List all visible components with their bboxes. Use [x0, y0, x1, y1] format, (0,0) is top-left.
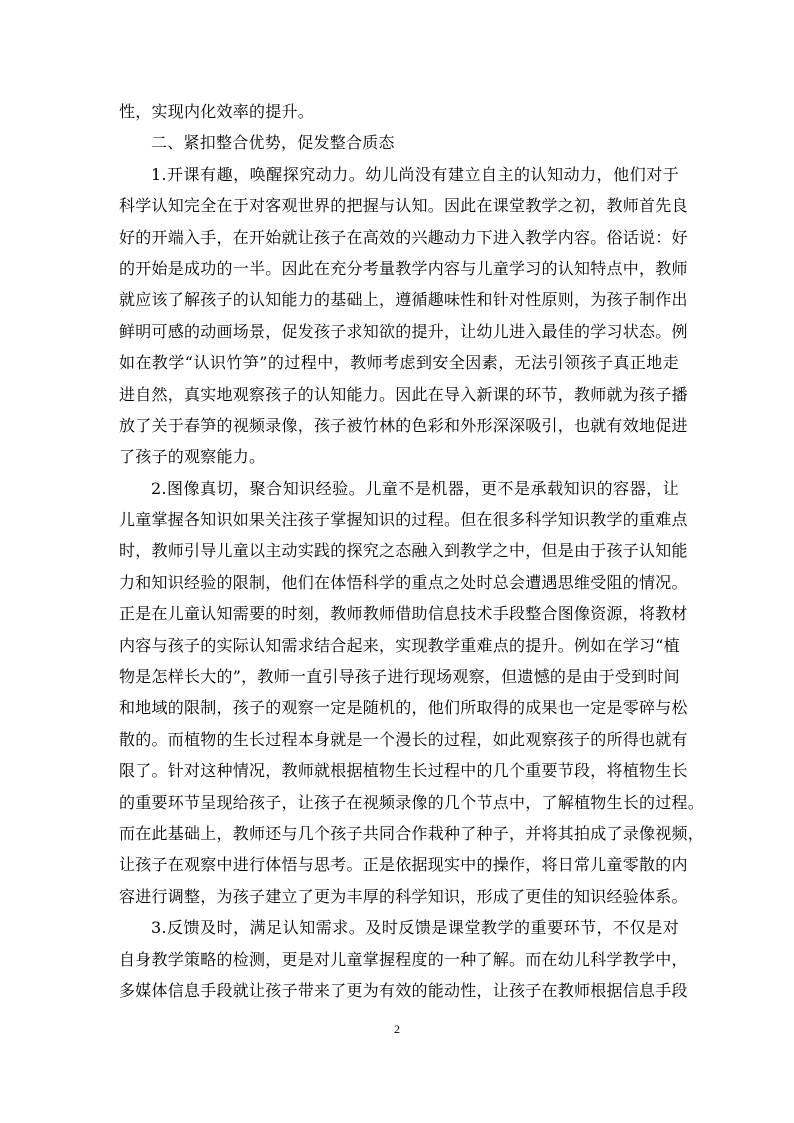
- text-line: 了孩子的观察能力。: [119, 447, 266, 467]
- text-line: 限了。针对这种情况，教师就根据植物生长过程中的几个重要节段，将植物生长: [119, 761, 688, 781]
- text-line: 散的。而植物的生长过程本身就是一个漫长的过程，如此观察孩子的所得也就有: [119, 729, 688, 749]
- text-line: 如在教学“认识竹笋”的过程中，教师考虑到安全因素，无法引领孩子真正地走: [119, 353, 679, 373]
- text-line: 二、紧扣整合优势，促发整合质态: [151, 133, 395, 153]
- text-line: 自身教学策略的检测，更是对儿童掌握程度的一种了解。而在幼儿科学教学中，: [119, 949, 688, 969]
- text-line: 多媒体信息手段就让孩子带来了更为有效的能动性，让孩子在教师根据信息手段: [119, 980, 688, 1000]
- text-line: 3.反馈及时，满足认知需求。及时反馈是课堂教学的重要环节，不仅是对: [151, 918, 679, 938]
- text-line: 物是怎样长大的”，教师一直引导孩子进行现场观察，但遗憾的是由于受到时间: [119, 667, 680, 687]
- text-line: 内容与孩子的实际认知需求结合起来，实现教学重难点的提升。例如在学习“植: [119, 635, 680, 655]
- text-line: 1.开课有趣，唤醒探究动力。幼儿尚没有建立自主的认知动力，他们对于: [151, 164, 679, 184]
- text-line: 的重要环节呈现给孩子，让孩子在视频录像的几个节点中，了解植物生长的过程。: [119, 792, 705, 812]
- text-line: 正是在儿童认知需要的时刻，教师教师借助信息技术手段整合图像资源，将教材: [119, 604, 688, 624]
- text-line: 2.图像真切，聚合知识经验。儿童不是机器，更不是承载知识的容器，让: [151, 478, 679, 498]
- body-text: [119, 96, 705, 1006]
- text-line: 的开始是成功的一半。因此在充分考量教学内容与儿童学习的认知特点中，教师: [119, 258, 688, 278]
- text-line: 好的开端入手，在开始就让孩子在高效的兴趣动力下进入教学内容。俗话说：好: [119, 227, 688, 247]
- text-line: 让孩子在观察中进行体悟与思考。正是依据现实中的操作，将日常儿童零散的内: [119, 855, 688, 875]
- text-line: 时，教师引导儿童以主动实践的探究之态融入到教学之中，但是由于孩子认知能: [119, 541, 688, 561]
- text-line: 而在此基础上，教师还与几个孩子共同合作栽种了种子，并将其拍成了录像视频，: [119, 823, 705, 843]
- text-line: 力和知识经验的限制，他们在体悟科学的重点之处时总会遭遇思维受阻的情况。: [119, 572, 688, 592]
- text-line: 儿童掌握各知识如果关注孩子掌握知识的过程。但在很多科学知识教学的重难点: [119, 510, 688, 530]
- text-line: 放了关于春笋的视频录像，孩子被竹林的色彩和外形深深吸引，也就有效地促进: [119, 415, 688, 435]
- text-line: 容进行调整，为孩子建立了更为丰厚的科学知识，形成了更佳的知识经验体系。: [119, 886, 688, 906]
- text-line: 性，实现内化效率的提升。: [119, 102, 315, 121]
- text-line: 鲜明可感的动画场景，促发孩子求知欲的提升，让幼儿进入最佳的学习状态。例: [119, 321, 688, 341]
- text-line: 进自然，真实地观察孩子的认知能力。因此在导入新课的环节，教师就为孩子播: [119, 384, 688, 404]
- text-line: 科学认知完全在于对客观世界的把握与认知。因此在课堂教学之初，教师首先良: [119, 196, 688, 216]
- text-line: 就应该了解孩子的认知能力的基础上，遵循趣味性和针对性原则，为孩子制作出: [119, 290, 688, 310]
- text-line: 和地域的限制，孩子的观察一定是随机的，他们所取得的成果也一定是零碎与松: [119, 698, 688, 718]
- page-number: 2: [394, 1022, 400, 1036]
